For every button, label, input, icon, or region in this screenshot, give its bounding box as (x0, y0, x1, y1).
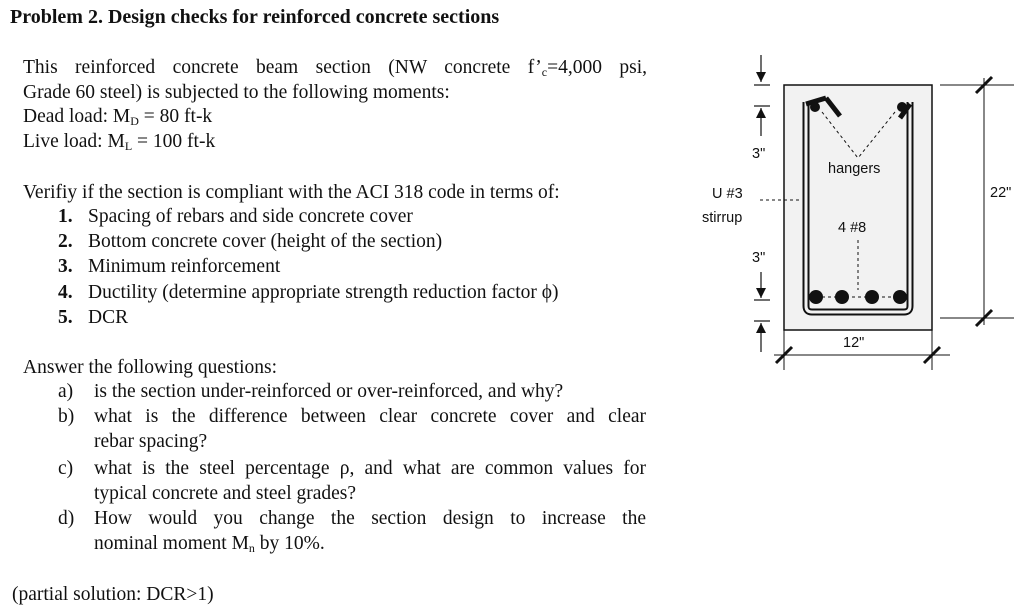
questions-heading: Answer the following questions: (23, 357, 278, 378)
intro-line-1: This reinforced concrete beam section (NW concrete $f’_c=4,000$ psi, (23, 57, 647, 79)
problem-title: Problem 2. Design checks for reinforced concrete sections (10, 6, 500, 28)
verify-item-2: 2. Bottom concrete cover (height of the section) (58, 231, 443, 252)
verify-heading: Verifiy if the section is compliant with the ACI 318 code in terms of: (23, 182, 560, 203)
question-d-line-1: How would you change the section design to increase the (94, 508, 646, 529)
live-load: Live load: $M_L = 100$ ft-k (23, 131, 216, 153)
question-d-label: d) (58, 508, 75, 529)
width-label: 12" (843, 335, 865, 351)
hangers-label: hangers (828, 161, 881, 177)
top-cover-arrowhead-1 (756, 72, 766, 82)
question-b-label: b) (58, 406, 75, 427)
top-cover-arrowhead-2 (756, 108, 766, 118)
bars-label: 4 #8 (838, 220, 867, 236)
bottom-cover-label: 3" (752, 250, 766, 266)
question-c-line-2: typical concrete and steel grades? (94, 483, 357, 504)
stirrup-label-2: stirrup (702, 210, 743, 226)
verify-item-4: 4. Ductility (determine appropriate strength reduction factor ϕ) (58, 282, 559, 303)
question-b-line-2: rebar spacing? (94, 431, 208, 452)
hanger-bar-left (810, 102, 820, 112)
question-b-line-1: what is the difference between clear concrete cover and clear (94, 406, 646, 427)
dead-load: Dead load: $M_D = 80$ ft-k (23, 106, 213, 128)
verify-item-1: 1. Spacing of rebars and side concrete cover (58, 206, 413, 227)
partial-solution: (partial solution: DCR>1) (12, 584, 214, 605)
question-c-line-1: what is the steel percentage ρ, and what are common values for (94, 458, 646, 479)
question-c-label: c) (58, 458, 74, 479)
hanger-bar-right (897, 102, 907, 112)
question-a: a) is the section under-reinforced or over-reinforced, and why? (58, 381, 564, 402)
verify-item-3: 3. Minimum reinforcement (58, 256, 281, 277)
question-d-line-2: nominal moment $M_n$ by 10%. (94, 533, 325, 555)
verify-item-5: 5. DCR (58, 307, 129, 328)
height-label: 22" (990, 185, 1012, 201)
stirrup-label-1: U #3 (712, 186, 743, 202)
top-cover-label: 3" (752, 146, 766, 162)
intro-line-2: Grade 60 steel) is subjected to the following moments: (23, 82, 450, 103)
